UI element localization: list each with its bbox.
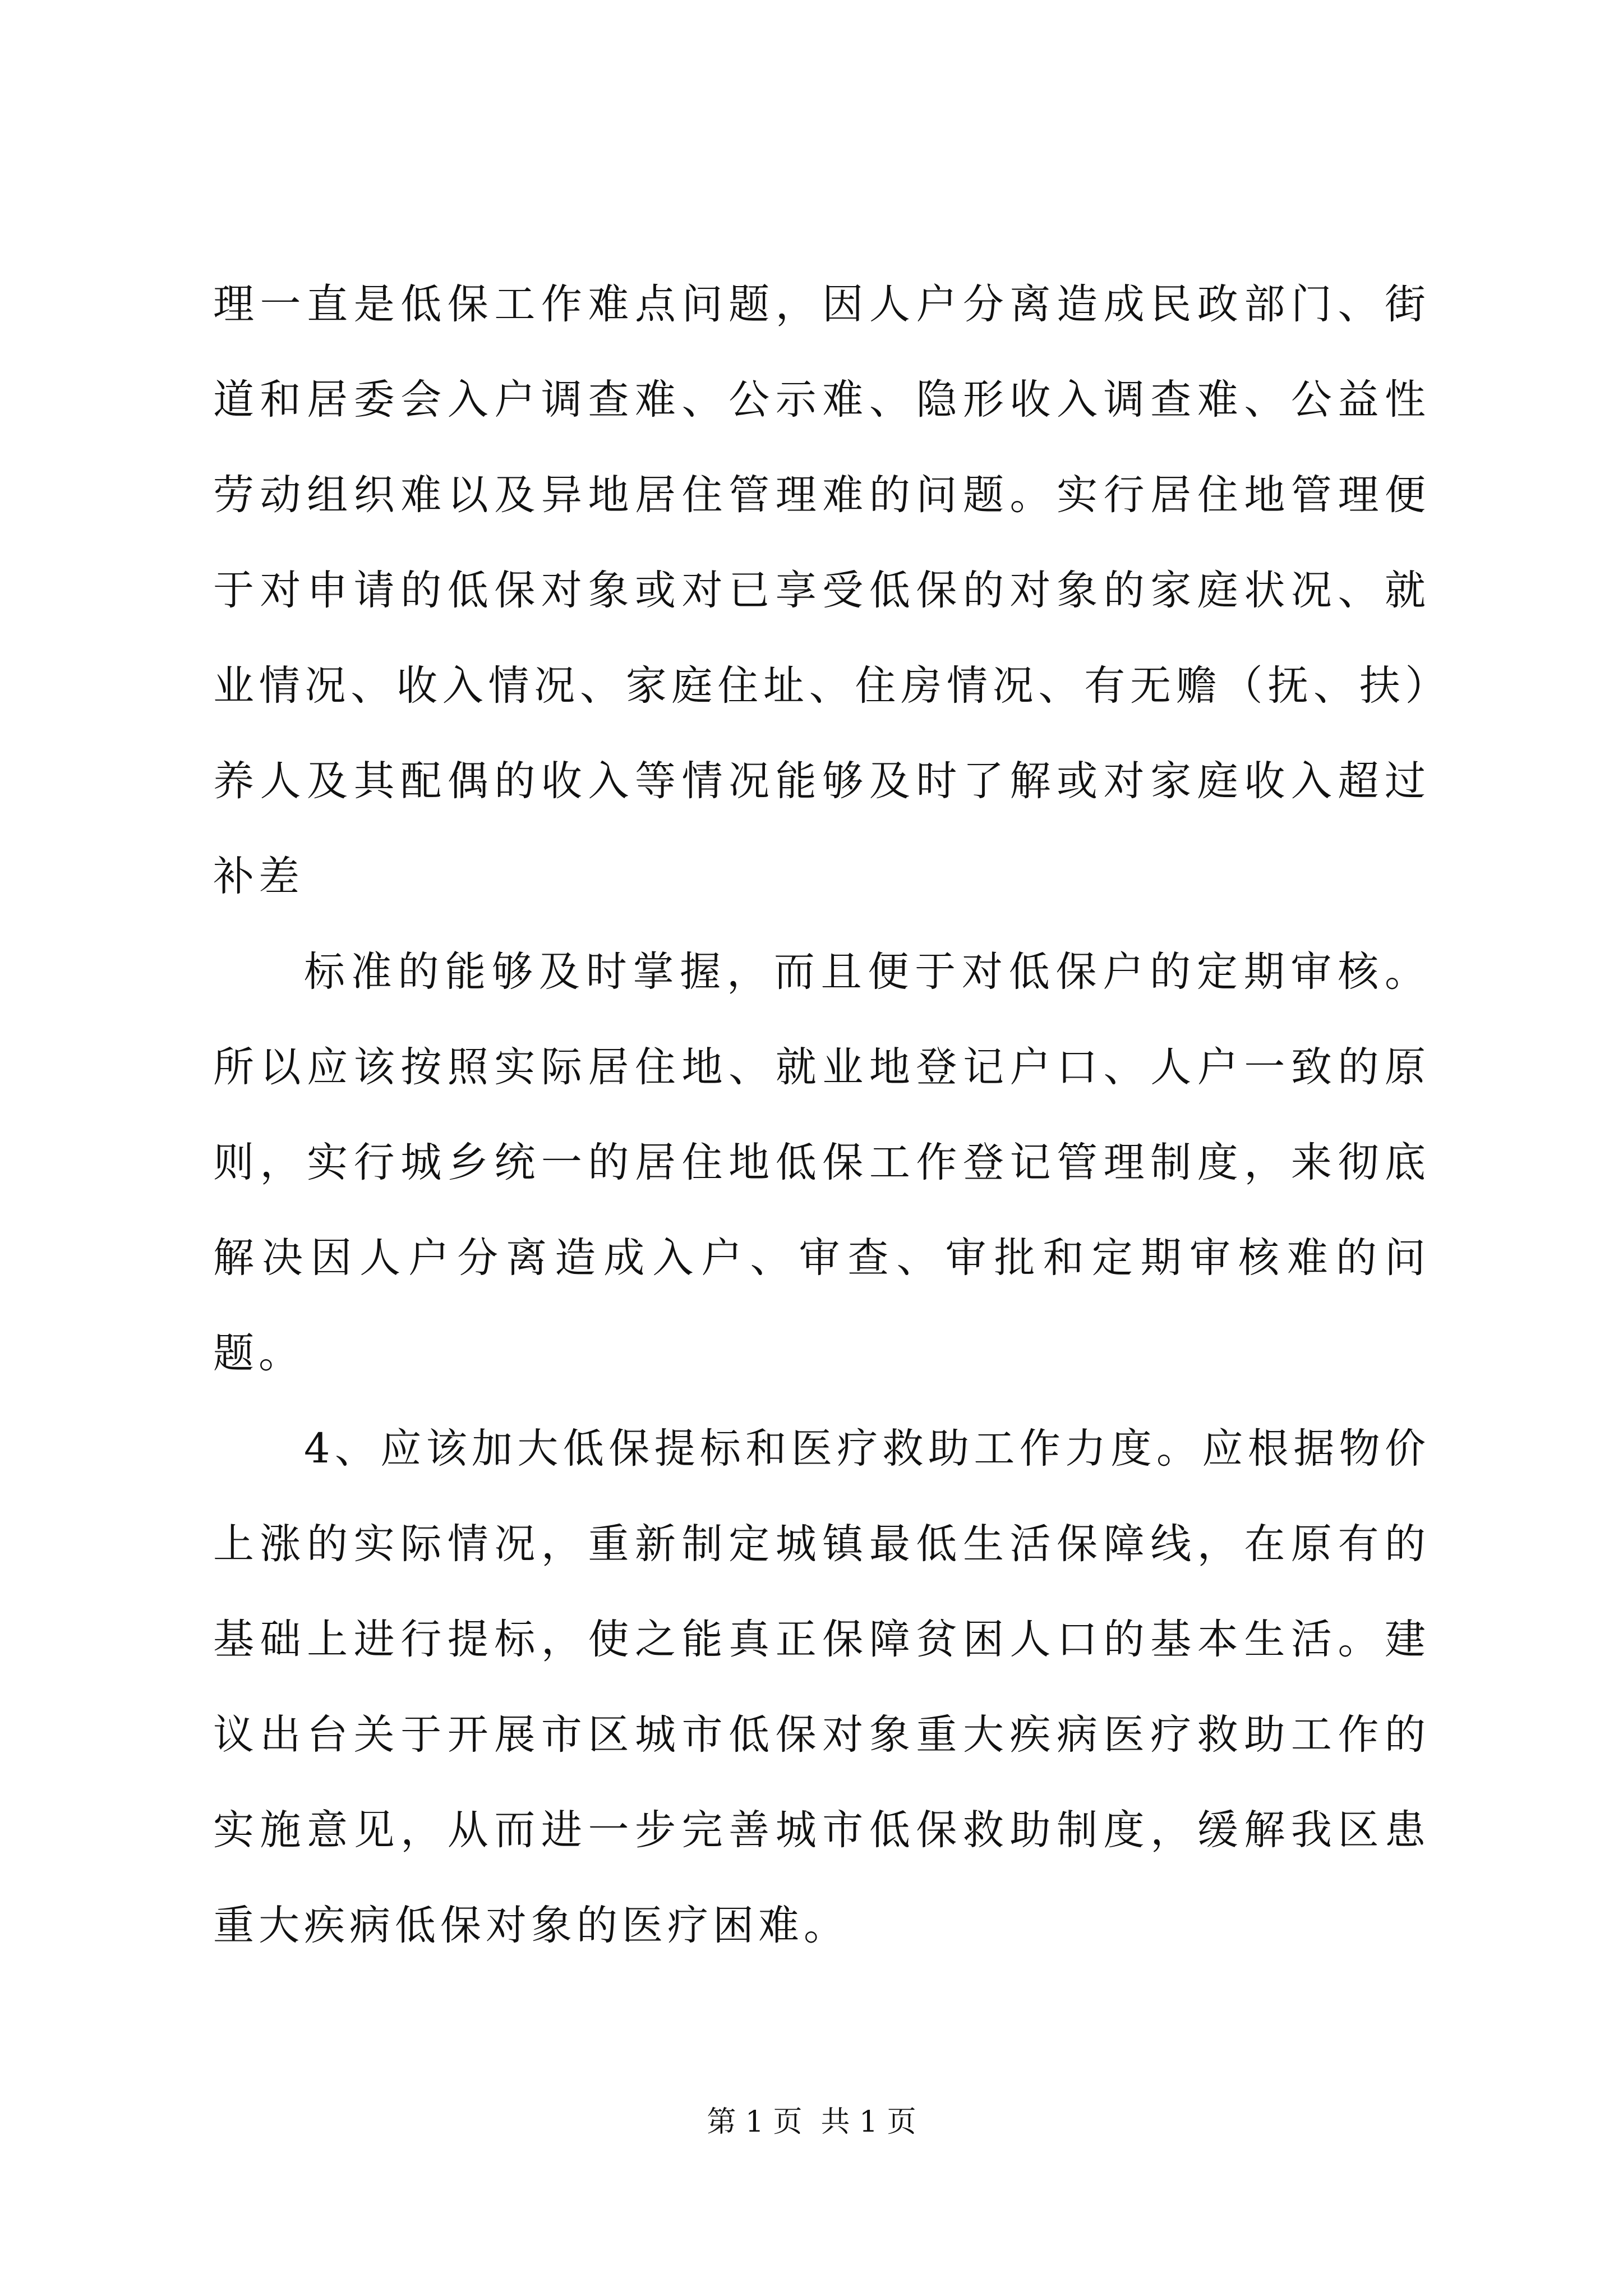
document-body <box>213 257 1430 1973</box>
paragraph-3: 4、应该加大低保提标和医疗救助工作力度。应根据物价上涨的实际情况，重新制定城镇最低生活保障线，在原有的基础上进行提标，使之能真正保障贫困人口的基本生活。建议出台关于开展市区城市低保对象重大疾病医疗救助工作的实施意见，从而进一步完善城市低保救助制度，缓解我区患重大疾病低保对象的医疗困难。 <box>213 1425 1430 1949</box>
paragraph-1: 理一直是低保工作难点问题，因人户分离造成民政部门、街道和居委会入户调查难、公示难、隐形收入调查难、公益性劳动组织难以及异地居住管理难的问题。实行居住地管理便于对申请的低保对象或对已享受低保的对象的家庭状况、就业情况、收入情况、家庭住址、住房情况、有无赡（抚、扶）养人及其配偶的收入等情况能够及时了解或对家庭收入超过补差 <box>213 280 1430 900</box>
page-number-footer: 第 1 页 共 1 页 <box>707 2105 916 2139</box>
paragraph-2: 标准的能够及时掌握，而且便于对低保户的定期审核。所以应该按照实际居住地、就业地登记户口、人户一致的原则，实行城乡统一的居住地低保工作登记管理制度，来彻底解决因人户分离造成入户、审查、审批和定期审核难的问题。 <box>213 948 1430 1377</box>
